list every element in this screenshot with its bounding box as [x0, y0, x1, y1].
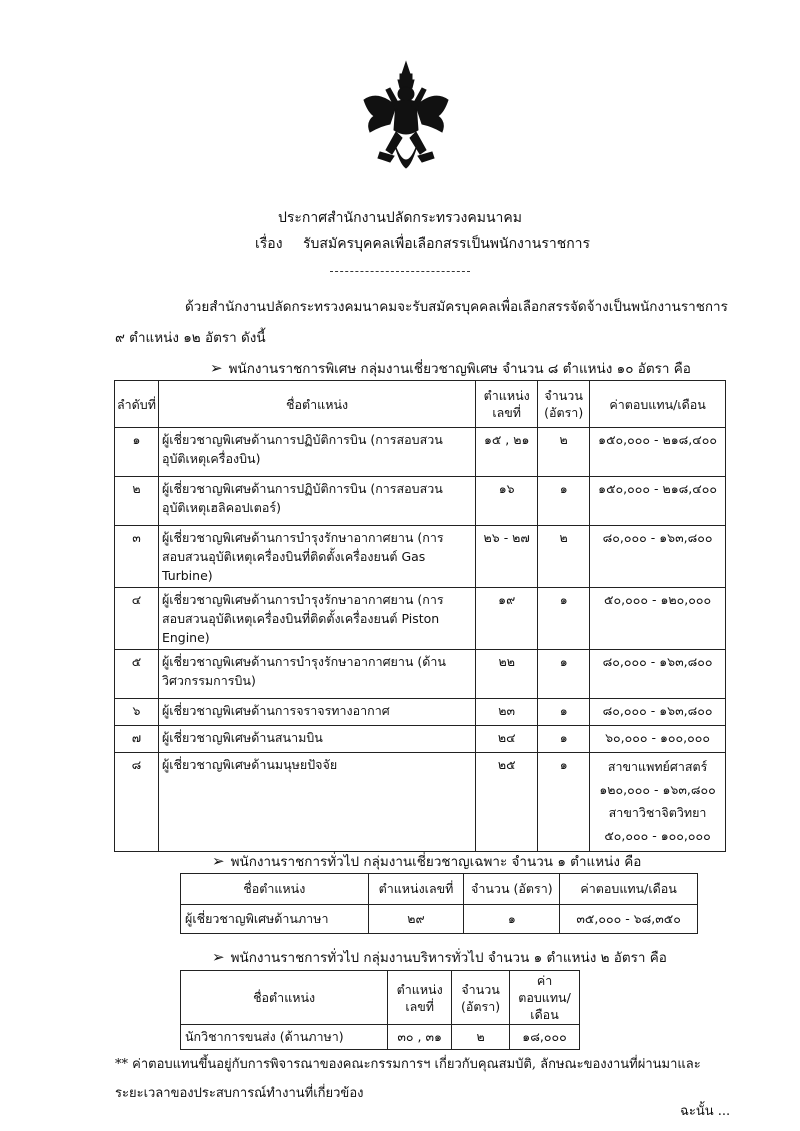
title-divider: [330, 271, 470, 272]
table-row: [115, 699, 726, 726]
page-title: ประกาศสำนักงานปลัดกระทรวงคมนาคม: [277, 210, 522, 226]
cell-pay: [590, 753, 726, 852]
col-header-no: ลำดับที่: [115, 381, 159, 428]
section-3-heading: [212, 946, 667, 968]
table-row: [115, 428, 726, 477]
col-header-count: จำนวน (อัตรา): [464, 874, 560, 905]
cell-pos-no: ๒๕: [476, 753, 538, 852]
cell-pos-no: ๑๙: [476, 588, 538, 650]
intro-line-1: ด้วยสำนักงานปลัดกระทรวงคมนาคมจะรับสมัครบุคคลเพื่อเลือกสรรจัดจ้างเป็นพนักงานราชการ: [185, 299, 728, 315]
cell-no: ๕: [115, 650, 159, 699]
cell-no: ๘: [115, 753, 159, 852]
cell-name: นักวิชาการขนส่ง (ด้านภาษา): [181, 1025, 388, 1050]
table-row: [115, 726, 726, 753]
col-header-pos-no: ตำแหน่งเลขที่: [476, 381, 538, 428]
cell-pay: ๕๐,๐๐๐ - ๑๒๐,๐๐๐: [590, 588, 726, 650]
cell-name: ผู้เชี่ยวชาญพิเศษด้านการบำรุงรักษาอากาศยาน (การสอบสวนอุบัติเหตุเครื่องบินที่ติดตั้งเครื่องยนต์ Piston Engine): [158, 588, 475, 650]
cell-count: ๒: [452, 1025, 510, 1050]
section-1-heading: [210, 357, 691, 379]
col-header-pos-no: ตำแหน่งเลขที่: [368, 874, 464, 905]
table-header-row: [115, 381, 726, 428]
col-header-count: จำนวน (อัตรา): [538, 381, 590, 428]
general-position-table: [180, 970, 580, 1050]
pay-subline: ๕๐,๐๐๐ - ๑๐๐,๐๐๐: [604, 828, 711, 843]
cell-pay: ๑๕๐,๐๐๐ - ๒๑๘,๔๐๐: [590, 477, 726, 526]
cell-name: ผู้เชี่ยวชาญพิเศษด้านการปฏิบัติการบิน (การสอบสวนอุบัติเหตุเฮลิคอปเตอร์): [158, 477, 475, 526]
col-header-name: ชื่อตำแหน่ง: [181, 971, 388, 1025]
cell-count: ๑: [538, 753, 590, 852]
cell-no: ๔: [115, 588, 159, 650]
col-header-pos-no: ตำแหน่งเลขที่: [388, 971, 452, 1025]
cell-no: ๖: [115, 699, 159, 726]
intro-line-2: ๙ ตำแหน่ง ๑๒ อัตรา ดังนี้: [115, 330, 266, 346]
col-header-name: ชื่อตำแหน่ง: [181, 874, 369, 905]
cell-no: ๗: [115, 726, 159, 753]
cell-pay: ๘๐,๐๐๐ - ๑๖๓,๘๐๐: [590, 650, 726, 699]
col-header-count: จำนวน (อัตรา): [452, 971, 510, 1025]
cell-count: ๒: [538, 428, 590, 477]
arrow-bullet-icon: ➢: [212, 852, 225, 870]
cell-name: ผู้เชี่ยวชาญพิเศษด้านการบำรุงรักษาอากาศยาน (ด้านวิศวกรรมการบิน): [158, 650, 475, 699]
cell-name: ผู้เชี่ยวชาญพิเศษด้านการจราจรทางอากาศ: [158, 699, 475, 726]
cell-name: ผู้เชี่ยวชาญพิเศษด้านมนุษยปัจจัย: [158, 753, 475, 852]
col-header-pay: ค่าตอบแทน/เดือน: [590, 381, 726, 428]
footnote-line-1: ** ค่าตอบแทนขึ้นอยู่กับการพิจารณาของคณะกรรมการฯ เกี่ยวกับคุณสมบัติ, ลักษณะของงานที่ผ่านมาและ: [115, 1057, 701, 1072]
cell-count: ๑: [538, 477, 590, 526]
special-positions-table: [114, 380, 726, 852]
cell-pos-no: ๒๓: [476, 699, 538, 726]
arrow-bullet-icon: ➢: [210, 359, 223, 377]
cell-pay: ๑๘,๐๐๐: [510, 1025, 580, 1050]
cell-count: ๑: [538, 726, 590, 753]
subject-line: [255, 233, 590, 255]
section-2-heading-text: พนักงานราชการทั่วไป กลุ่มงานเชี่ยวชาญเฉพาะ จำนวน ๑ ตำแหน่ง คือ: [230, 854, 642, 870]
cell-pay: ๖๐,๐๐๐ - ๑๐๐,๐๐๐: [590, 726, 726, 753]
cell-no: ๓: [115, 526, 159, 588]
cell-pos-no: ๒๔: [476, 726, 538, 753]
cell-pos-no: ๒๖ - ๒๗: [476, 526, 538, 588]
table-row: [115, 753, 726, 852]
continuation-text: ฉะนั้น ...: [680, 1104, 731, 1119]
table-row: [181, 905, 698, 934]
section-3-heading-text: พนักงานราชการทั่วไป กลุ่มงานบริหารทั่วไป จำนวน ๑ ตำแหน่ง ๒ อัตรา คือ: [230, 950, 667, 966]
cell-pos-no: ๒๒: [476, 650, 538, 699]
table-row: [181, 1025, 580, 1050]
cell-count: ๑: [538, 650, 590, 699]
table-header-row: [181, 874, 698, 905]
cell-count: ๒: [538, 526, 590, 588]
garuda-emblem-icon: [360, 60, 452, 178]
cell-no: ๑: [115, 428, 159, 477]
col-header-pay: ค่าตอบแทน/เดือน: [560, 874, 698, 905]
table-row: [115, 588, 726, 650]
pay-subline: ๑๒๐,๐๐๐ - ๑๖๓,๘๐๐: [599, 782, 716, 797]
subject-label: เรื่อง: [255, 236, 283, 252]
cell-pos-no: ๒๙: [368, 905, 464, 934]
col-header-pay: ค่าตอบแทน/เดือน: [510, 971, 580, 1025]
table-row: [115, 650, 726, 699]
section-2-heading: [212, 850, 641, 872]
table-header-row: [181, 971, 580, 1025]
table-row: [115, 526, 726, 588]
pay-subline: สาขาวิชาจิตวิทยา: [608, 805, 707, 820]
cell-pos-no: ๓๐ , ๓๑: [388, 1025, 452, 1050]
cell-name: ผู้เชี่ยวชาญพิเศษด้านภาษา: [181, 905, 369, 934]
cell-pos-no: ๑๕ , ๒๑: [476, 428, 538, 477]
section-1-heading-text: พนักงานราชการพิเศษ กลุ่มงานเชี่ยวชาญพิเศษ จำนวน ๘ ตำแหน่ง ๑๐ อัตรา คือ: [228, 361, 691, 377]
cell-count: ๑: [538, 588, 590, 650]
cell-name: ผู้เชี่ยวชาญพิเศษด้านสนามบิน: [158, 726, 475, 753]
footnote-line-2: ระยะเวลาของประสบการณ์ทำงานที่เกี่ยวข้อง: [115, 1086, 364, 1101]
cell-count: ๑: [464, 905, 560, 934]
cell-pay: ๑๕๐,๐๐๐ - ๒๑๘,๔๐๐: [590, 428, 726, 477]
cell-pos-no: ๑๖: [476, 477, 538, 526]
cell-name: ผู้เชี่ยวชาญพิเศษด้านการปฏิบัติการบิน (การสอบสวนอุบัติเหตุเครื่องบิน): [158, 428, 475, 477]
cell-pay: ๓๕,๐๐๐ - ๖๘,๓๕๐: [560, 905, 698, 934]
cell-count: ๑: [538, 699, 590, 726]
cell-name: ผู้เชี่ยวชาญพิเศษด้านการบำรุงรักษาอากาศยาน (การสอบสวนอุบัติเหตุเครื่องบินที่ติดตั้งเครื่องยนต์ Gas Turbine): [158, 526, 475, 588]
table-row: [115, 477, 726, 526]
cell-no: ๒: [115, 477, 159, 526]
col-header-name: ชื่อตำแหน่ง: [158, 381, 475, 428]
pay-subline: สาขาแพทย์ศาสตร์: [607, 759, 708, 774]
specialist-position-table: [180, 873, 698, 934]
cell-pay: ๘๐,๐๐๐ - ๑๖๓,๘๐๐: [590, 699, 726, 726]
cell-pay: ๘๐,๐๐๐ - ๑๖๓,๘๐๐: [590, 526, 726, 588]
arrow-bullet-icon: ➢: [212, 948, 225, 966]
subject-text: รับสมัครบุคคลเพื่อเลือกสรรเป็นพนักงานราชการ: [303, 236, 591, 252]
